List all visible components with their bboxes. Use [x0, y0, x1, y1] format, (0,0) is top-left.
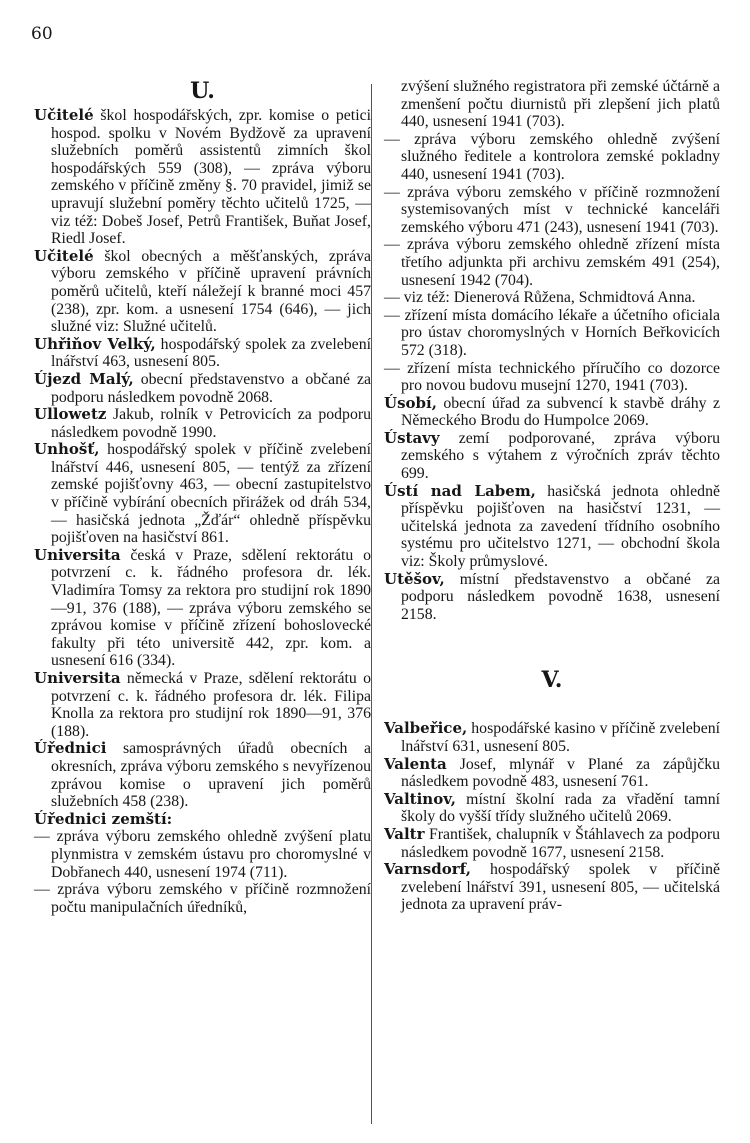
entry-heading: Újezd Malý, [34, 369, 134, 388]
sub-entry: — zpráva výboru zemského v příčině rozmnožení počtu manipulačních úředníků, [34, 881, 371, 916]
index-entry [384, 826, 720, 861]
index-entry [34, 811, 371, 829]
index-entry [384, 395, 720, 430]
section-letter-u: U. [190, 78, 215, 104]
index-entry [34, 441, 371, 547]
index-entry [384, 791, 720, 826]
left-column [34, 78, 371, 916]
entry-text: škol hospodářských, zpr. komise o petici hospod. spolku v Novém Bydžově za upravení služebních poměrů assistentů zimních škol hospodářských 559 (308), — zpráva výboru zemského v příčině změny §. 70 pravidel, jimiž se upravují služební poměry těchto učitelů 1725, — viz též: Dobeš Josef, Petrů František, Buňat Josef, Riedl Josef. [51, 107, 371, 248]
column-divider [371, 84, 372, 1124]
entry-heading: Varnsdorf, [384, 860, 471, 879]
sub-entry: — viz též: Dienerová Růžena, Schmidtová Anna. [384, 289, 696, 307]
entry-heading: Ullowetz [34, 405, 107, 424]
index-entry [34, 547, 371, 670]
page-number: 60 [31, 24, 53, 44]
index-entry [384, 571, 720, 624]
entry-heading: Učitelé [34, 106, 94, 124]
index-entry [384, 720, 720, 755]
entry-text: František, chalupník v Štáhlavech za podporu následkem povodně 1677, usnesení 2158. [401, 825, 720, 861]
continued-entry: zvýšení služného registratora při zemské účtárně a zmenšení počtu diurnistů při zlepšení jich platů 440, usnesení 1941 (703). [401, 78, 720, 131]
index-entry [384, 430, 720, 483]
entry-heading: Valtinov, [384, 789, 456, 808]
entry-heading: Valbeřice, [384, 719, 468, 738]
entry-heading: Učitelé [34, 246, 94, 265]
sub-entry: — zpráva výboru zemského ohledně zřízení místa třetího adjunkta při archivu zemském 491 (254), usnesení 1942 (704). [384, 236, 720, 289]
sub-entry: — zpráva výboru zemského ohledně zvýšení služného ředitele a kontrolora zemské pokladny 440, usnesení 1941 (703). [384, 130, 720, 183]
entry-heading: Ústí nad Labem, [384, 481, 536, 500]
entry-text: hospodářské kasino v příčině zvelebení lnářství 631, usnesení 805. [401, 720, 720, 755]
entry-text: hospodářský spolek v příčině zvelebení lnářství 446, usnesení 805, — tentýž za zřízení zemské pojišťovny 463, — obecní zastupitelstvo v příčině vybírání obecních přirážek od dráh 534, — hasičská jednota „Žďár“ ohledně příspěvku pojišťoven na hasičství 861. [51, 441, 371, 547]
entry-text: hasičská jednota ohledně příspěvku pojišťoven na hasičství 1231, — učitelská jednota za zavedení třídního osobního systému pro učitelstvo 1271, — obchodní škola viz: Školy průmyslové. [401, 482, 720, 571]
entry-text: místní školní rada za vřadění tamní školy do vyšší třídy služného učitelů 2069. [401, 790, 720, 826]
entry-heading: Universita [34, 669, 121, 687]
index-entry [34, 670, 371, 740]
section-letter-v: V. [541, 667, 563, 694]
index-entry [34, 406, 371, 441]
index-entry [34, 248, 371, 336]
entry-text: zemí podporované, zpráva výboru zemského s výtahem z výročních zpráv těchto 699. [401, 429, 720, 483]
right-column [384, 78, 720, 914]
entry-text: hospodářský spolek za zvelebení lnářství 463, usnesení 805. [51, 335, 371, 371]
entry-heading: Uhřiňov Velký, [34, 334, 156, 353]
entry-text: obecní úřad za subvencí k stavbě dráhy z Německého Brodu do Humpolce 2069. [401, 394, 720, 430]
entry-heading: Valenta [384, 754, 447, 773]
entry-heading: Úřednici zemští: [34, 809, 173, 828]
index-entry [34, 740, 371, 810]
sub-entry: — zřízení místa technického příručího co dozorce pro novou budovu musejní 1270, 1941 (703). [384, 359, 720, 395]
section-gap [384, 696, 720, 720]
entry-heading: Utěšov, [384, 569, 445, 588]
entry-text: obecní představenstvo a občané za podporu následkem povodně 2068. [51, 370, 371, 406]
entry-text: hospodářský spolek v příčině zvelebení lnářství 391, usnesení 805, — učitelská jednota za upravení práv- [401, 861, 720, 914]
entry-heading: Valtr [384, 824, 425, 843]
index-entry [384, 756, 720, 791]
entry-heading: Unhošť, [34, 440, 100, 459]
entry-text: česká v Praze, sdělení rektorátu o potvrzení c. k. řádného profesora dr. lék. Vladimíra Tomsy za rektora pro studijní rok 1890—91, 376 (188), — zpráva výboru zemského se zprávou komise v příčině zřízení bohoslovecké fakulty při této universitě 442, zpr. kom. a usnesení 616 (334). [51, 546, 371, 670]
entry-text: samosprávných úřadů obecních a okresních, zpráva výboru zemského s nevyřízenou zprávou komise o upravení jich poměrů služebních 458 (238). [51, 740, 371, 811]
entry-text: Josef, mlynář v Plané za zápůjčku následkem povodně 483, usnesení 761. [401, 755, 720, 791]
entry-heading: Úřednici [34, 739, 107, 758]
index-entry [384, 483, 720, 571]
entry-text: místní představenstvo a občané za podporu následkem povodně 1638, usnesení 2158. [401, 570, 720, 623]
index-entry [34, 336, 371, 371]
section-gap [384, 623, 720, 667]
entry-heading: Universita [34, 545, 121, 564]
sub-entry: — zpráva výboru zemského v příčině rozmnožení systemisovaných míst v technické kanceláři zemského výboru 471 (243), usnesení 1941 (703). [384, 183, 720, 236]
sub-entry: — zřízení místa domácího lékaře a účetního oficiala pro ústav choromyslných v Horních Beřkovicích 572 (318). [384, 306, 720, 359]
entry-text: Jakub, rolník v Petrovicích za podporu následkem povodně 1990. [51, 406, 371, 441]
index-entry [34, 371, 371, 406]
entry-heading: Ústavy [384, 428, 440, 447]
entry-heading: Úsobí, [384, 393, 437, 412]
sub-entry: — zpráva výboru zemského ohledně zvýšení platu plynmistra v zemském ústavu pro choromyslné v Dobřanech 440, usnesení 1974 (711). [34, 828, 371, 881]
entry-text: škol obecných a měšťanských, zpráva výboru zemského v příčině upravení právních poměrů učitelů, kteří náležejí k branné moci 457 (238), zpr. kom. a usnesení 1754 (646), — jich služné viz: Služné učitelů. [51, 247, 371, 336]
index-entry [34, 107, 371, 248]
index-entry [384, 861, 720, 914]
entry-text: německá v Praze, sdělení rektorátu o potvrzení c. k. řádného profesora dr. lék. Filipa Knolla za rektora pro studijní rok 1890—91, 376 (188). [51, 670, 371, 740]
